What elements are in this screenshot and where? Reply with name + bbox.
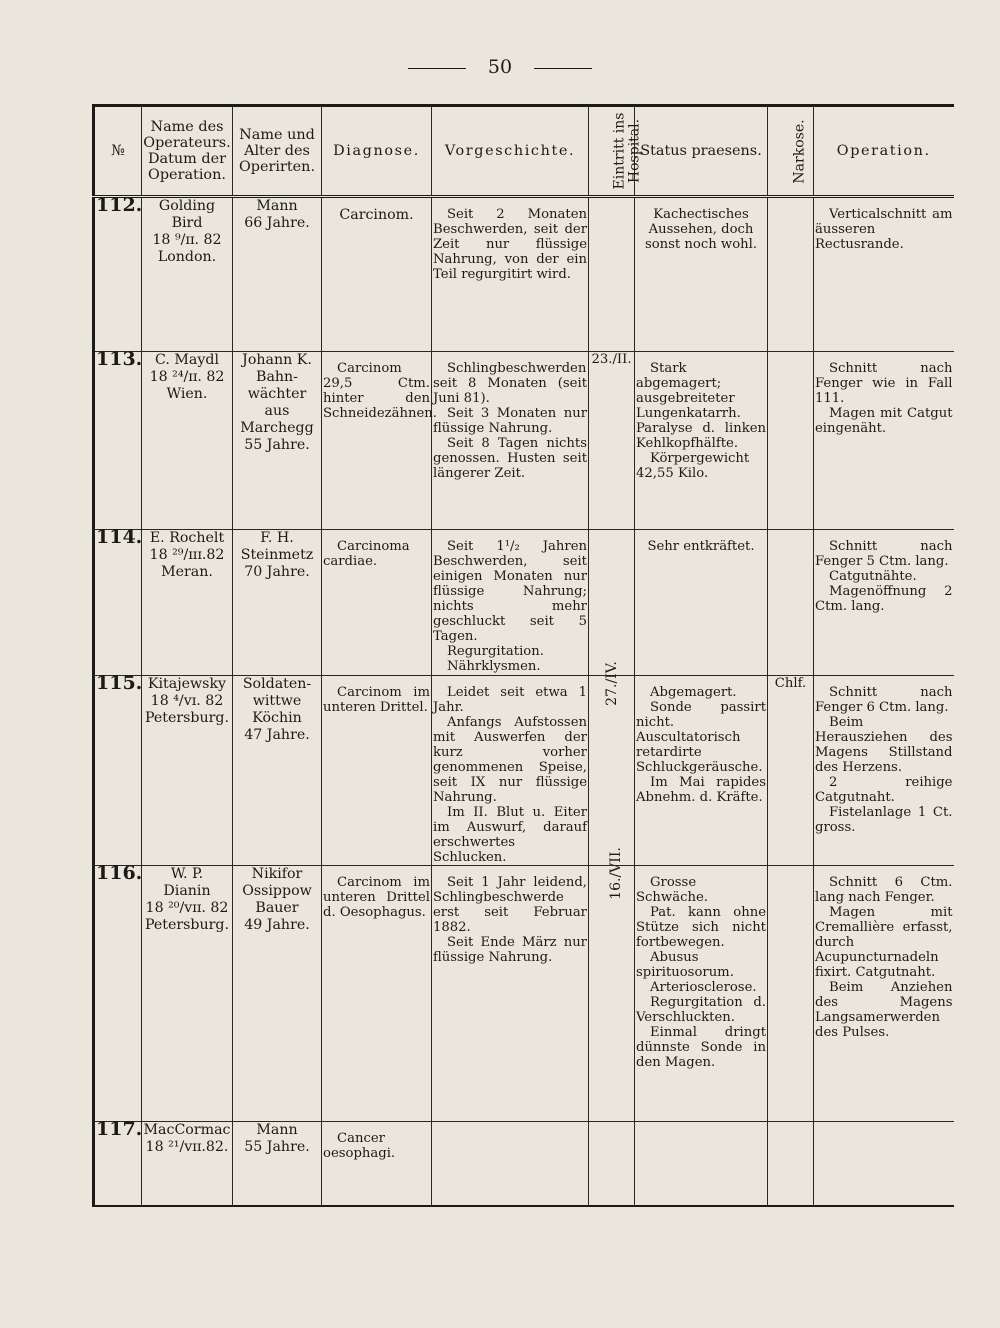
operirter-cell: Mann 66 Jahre. <box>233 197 322 352</box>
header-status: Status praesens. <box>635 106 768 197</box>
narkose-cell: Chlf. <box>768 676 814 866</box>
operateur-cell: Kitajewsky 18 ⁴/vɪ. 82 Petersburg. <box>142 676 233 866</box>
case-number: 114. <box>94 530 142 676</box>
header-row <box>94 106 954 197</box>
operation-cell: Schnitt nach Fenger 6 Ctm. lang. Beim Herausziehen des Magens Stillstand des Herzens. 2 reihige Catgutnaht. Fistelanlage 1 Ct. gross. <box>814 676 954 866</box>
eintritt-cell: 23./II. <box>589 352 635 530</box>
case-number: 117. <box>94 1122 142 1206</box>
page-number: 50 <box>0 56 1000 78</box>
case-number: 112. <box>94 197 142 352</box>
header-operation: Operation. <box>814 106 954 197</box>
eintritt-cell: 27./IV. <box>589 676 635 866</box>
vorgeschichte-cell: Seit 1 Jahr leidend, Schlingbeschwerde erst seit Februar 1882. Seit Ende März nur flüssige Nahrung. <box>432 866 589 1122</box>
vorgeschichte-cell: Leidet seit etwa 1 Jahr. Anfangs Aufstossen mit Auswerfen der kurz vorher genommenen Speise, seit IX nur flüssige Nahrung. Im II. Blut u. Eiter im Auswurf, darauf erschwertes Schlucken. <box>432 676 589 866</box>
operateur-cell: W. P. Dianin 18 ²⁰/vɪɪ. 82 Petersburg. <box>142 866 233 1122</box>
case-number: 113. <box>94 352 142 530</box>
header-operateur: Name des Operateurs. Datum der Operation. <box>142 106 233 197</box>
table-row <box>94 1122 954 1206</box>
operation-cell: Schnitt nach Fenger wie in Fall 111. Magen mit Catgut eingenäht. <box>814 352 954 530</box>
operirter-cell: Soldaten- wittwe Köchin 47 Jahre. <box>233 676 322 866</box>
narkose-cell <box>768 866 814 1122</box>
operateur-cell: E. Rochelt 18 ²⁹/ɪɪɪ.82 Meran. <box>142 530 233 676</box>
status-cell: Stark abgemagert; ausgebreiteter Lungenkatarrh. Paralyse d. linken Kehlkopfhälfte. Körpergewicht 42,55 Kilo. <box>635 352 768 530</box>
eintritt-cell <box>589 197 635 352</box>
table-row <box>94 530 954 676</box>
operateur-cell: C. Maydl 18 ²⁴/ɪɪ. 82 Wien. <box>142 352 233 530</box>
vorgeschichte-cell: Seit 2 Monaten Beschwerden, seit der Zeit nur flüssige Nahrung, von der ein Teil regurgitirt wird. <box>432 197 589 352</box>
narkose-cell <box>768 530 814 676</box>
diagnose-cell: Cancer oesophagi. <box>322 1122 432 1206</box>
diagnose-cell: Carcinom 29,5 Ctm. hinter den Schneidezähnen. <box>322 352 432 530</box>
status-cell: Kachectisches Aussehen, doch sonst noch wohl. <box>635 197 768 352</box>
operirter-cell: Mann 55 Jahre. <box>233 1122 322 1206</box>
operirter-cell: Nikifor Ossippow Bauer 49 Jahre. <box>233 866 322 1122</box>
table-row <box>94 352 954 530</box>
eintritt-cell <box>589 1122 635 1206</box>
vorgeschichte-cell: Seit 1¹/₂ Jahren Beschwerden, seit einigen Monaten nur flüssige Nahrung; nichts mehr geschluckt seit 5 Tagen. Regurgitation. Nährklysmen. <box>432 530 589 676</box>
header-nr: № <box>94 106 142 197</box>
operirter-cell: Johann K. Bahn- wächter aus Marchegg 55 Jahre. <box>233 352 322 530</box>
eintritt-cell: 16./VII. <box>589 866 635 1122</box>
header-diagnose: Diagnose. <box>322 106 432 197</box>
vorgeschichte-cell <box>432 1122 589 1206</box>
operations-table <box>92 104 954 1207</box>
diagnose-cell: Carcinom. <box>322 197 432 352</box>
eintritt-cell <box>589 530 635 676</box>
diagnose-cell: Carcinom im unteren Drittel d. Oesophagus. <box>322 866 432 1122</box>
vorgeschichte-cell: Schlingbeschwerden seit 8 Monaten (seit Juni 81). Seit 3 Monaten nur flüssige Nahrung. Seit 8 Tagen nichts genossen. Husten seit längerer Zeit. <box>432 352 589 530</box>
status-cell: Grosse Schwäche. Pat. kann ohne Stütze sich nicht fortbewegen. Abusus spirituosorum. Arteriosclerose. Regurgitation d. Verschluckten. Einmal dringt dünnste Sonde in den Magen. <box>635 866 768 1122</box>
operation-cell: Schnitt nach Fenger 5 Ctm. lang. Catgutnähte. Magenöffnung 2 Ctm. lang. <box>814 530 954 676</box>
operation-cell: Verticalschnitt am äusseren Rectusrande. <box>814 197 954 352</box>
operation-cell: Schnitt 6 Ctm. lang nach Fenger. Magen mit Cremallière erfasst, durch Acupuncturnadeln fixirt. Catgutnaht. Beim Anziehen des Magens Langsamerwerden des Pulses. <box>814 866 954 1122</box>
header-operirter: Name und Alter des Operirten. <box>233 106 322 197</box>
diagnose-cell: Carcinom im unteren Drittel. <box>322 676 432 866</box>
table-row <box>94 676 954 866</box>
header-vorgeschichte: Vorgeschichte. <box>432 106 589 197</box>
narkose-cell <box>768 1122 814 1206</box>
status-cell <box>635 1122 768 1206</box>
narkose-cell <box>768 197 814 352</box>
status-cell: Abgemagert. Sonde passirt nicht. Auscultatorisch retardirte Schluckgeräusche. Im Mai rapides Abnehm. d. Kräfte. <box>635 676 768 866</box>
operateur-cell: Golding Bird 18 ⁹/ɪɪ. 82 London. <box>142 197 233 352</box>
table-row <box>94 197 954 352</box>
header-eintritt: Eintritt ins Hospital. <box>589 106 635 197</box>
header-narkose: Narkose. <box>768 106 814 197</box>
case-number: 115. <box>94 676 142 866</box>
narkose-cell <box>768 352 814 530</box>
operateur-cell: MacCormac 18 ²¹/vɪɪ.82. <box>142 1122 233 1206</box>
status-cell: Sehr entkräftet. <box>635 530 768 676</box>
table-row <box>94 866 954 1122</box>
operirter-cell: F. H. Steinmetz 70 Jahre. <box>233 530 322 676</box>
case-number: 116. <box>94 866 142 1122</box>
diagnose-cell: Carcinoma cardiae. <box>322 530 432 676</box>
operation-cell <box>814 1122 954 1206</box>
